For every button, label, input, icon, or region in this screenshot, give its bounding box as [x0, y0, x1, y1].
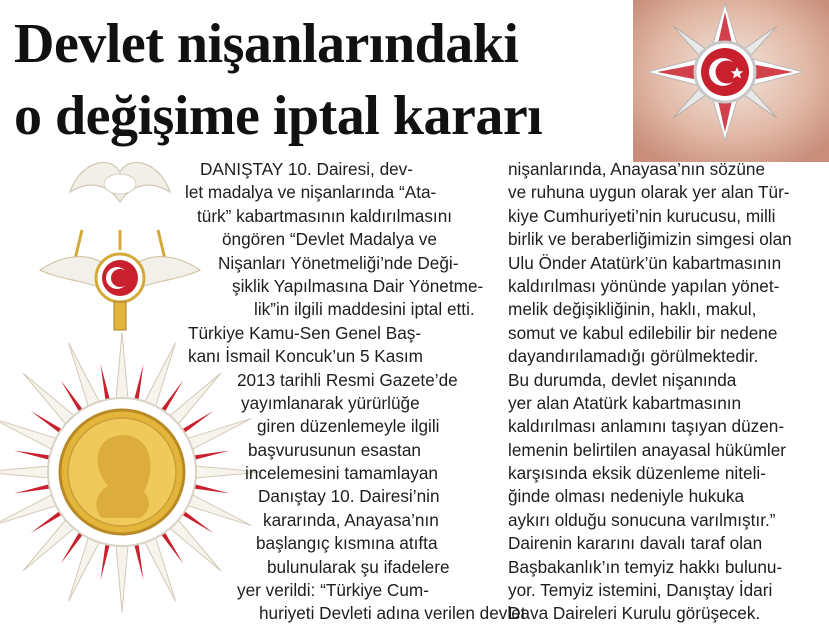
article-line: Türkiye Kamu-Sen Genel Baş- — [188, 322, 422, 343]
article-line: kaldırılması anlamını taşıyan düzen- — [508, 416, 785, 437]
article-line: başvurusunun esastan — [248, 439, 421, 460]
article-line: lik”in ilgili maddesini iptal etti. — [254, 299, 475, 320]
article-line: kanı İsmail Koncuk’un 5 Kasım — [188, 346, 424, 367]
article-line: dayandırılamadığı görülmektedir. — [508, 346, 759, 367]
article-line: 2013 tarihli Resmi Gazete’de — [237, 369, 458, 390]
article-line: birlik ve beraberliğimizin simgesi olan — [508, 229, 792, 250]
article-column-left — [0, 158, 526, 626]
article-line: nişanlarında, Anayasa’nın sözüne — [508, 159, 766, 179]
article-line: somut ve kabul edilebilir bir nedene — [508, 322, 778, 343]
article-line: Danıştay 10. Dairesi’nin — [258, 486, 440, 507]
article-line: Nişanları Yönetmeliği’nde Deği- — [218, 252, 459, 273]
article-line: kararında, Anayasa’nın — [263, 509, 439, 530]
article-line: bulunularak şu ifadelere — [267, 556, 450, 577]
article-line: aykırı olduğu sonucuna varılmıştır.” — [508, 509, 776, 530]
article-line: şiklik Yapılmasına Dair Yönetme- — [232, 275, 484, 296]
article-line: ğinde olması nedeniyle hukuka — [508, 486, 745, 507]
article-line: Ulu Önder Atatürk’ün kabartmasının — [508, 252, 782, 273]
headline-line-2: o değişime iptal kararı — [14, 85, 543, 147]
article-line: yer verildi: “Türkiye Cum- — [237, 580, 429, 601]
article-line: giren düzenlemeyle ilgili — [257, 416, 440, 437]
article-line: huriyeti Devleti adına verilen devlet — [259, 603, 526, 624]
article-line: başlangıç kısmına atıfta — [256, 533, 438, 554]
star-medal-with-crescent-icon — [633, 0, 829, 162]
article-line: let madalya ve nişanlarında “Ata- — [185, 182, 437, 203]
article-line: yer alan Atatürk kabartmasının — [508, 392, 742, 413]
article-line: türk” kabartmasının kaldırılmasını — [197, 205, 453, 226]
article-line: kiye Cumhuriyeti’nin kurucusu, milli — [508, 205, 776, 226]
article-line: incelemesini tamamlayan — [245, 463, 438, 484]
article-column-right — [508, 158, 824, 626]
article-line: Başbakanlık’ın temyiz hakkı bulunu- — [508, 556, 783, 577]
article-line: Dava Daireleri Kurulu görüşecek. — [508, 603, 761, 624]
article-line: DANIŞTAY 10. Dairesi, dev- — [200, 159, 414, 179]
article-line: Dairenin kararını davalı taraf olan — [508, 533, 763, 554]
article-line: lemenin belirtilen anayasal hükümler — [508, 439, 787, 460]
article-line: kaldırılması yönünde yapılan yönet- — [508, 275, 780, 296]
article-line: ve ruhuna uygun olarak yer alan Tür- — [508, 182, 790, 203]
article-line: yayımlanarak yürürlüğe — [241, 392, 420, 413]
article-line: melik değişikliğinin, haklı, makul, — [508, 299, 757, 320]
article-line: öngören “Devlet Madalya ve — [222, 229, 437, 250]
headline-line-1: Devlet nişanlarındaki — [14, 13, 519, 75]
article-line: karşısında eksik düzenleme niteli- — [508, 463, 766, 484]
article-line: yor. Temyiz istemini, Danıştay İdari — [508, 580, 773, 601]
article-line: Bu durumda, devlet nişanında — [508, 369, 737, 390]
